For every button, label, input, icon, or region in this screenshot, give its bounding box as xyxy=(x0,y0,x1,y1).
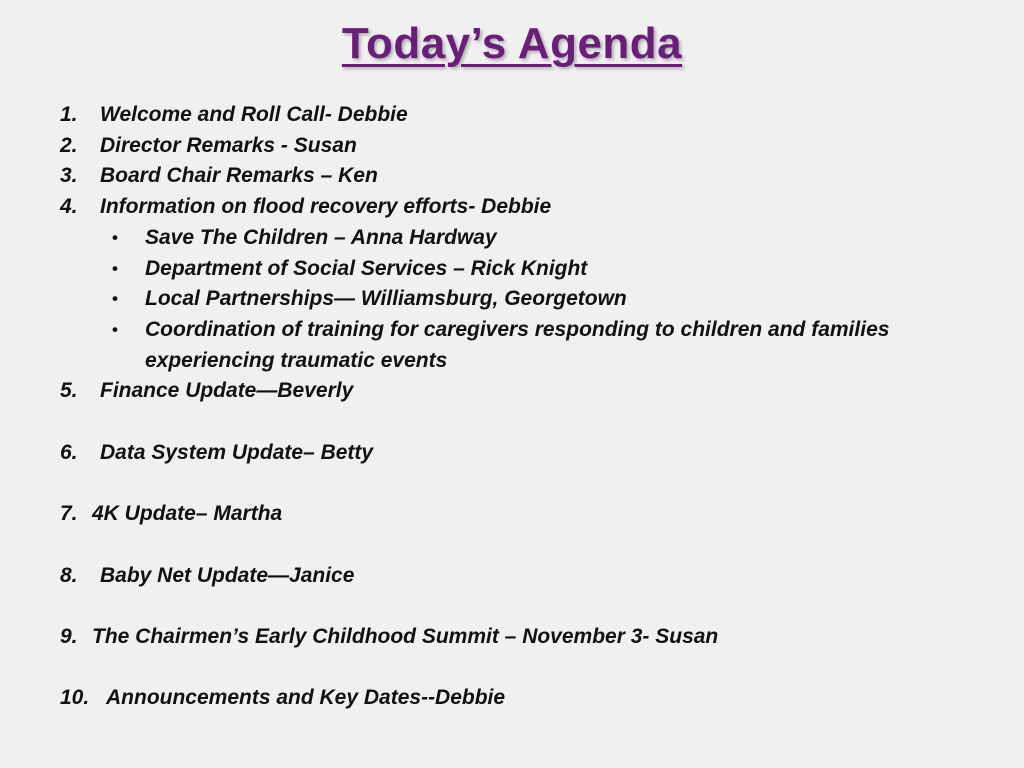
agenda-item xyxy=(60,131,980,162)
agenda-sub-item xyxy=(60,254,980,285)
agenda-list xyxy=(60,100,980,714)
sub-item-text: Department of Social Services – Rick Knight xyxy=(145,256,588,280)
item-text: 4K Update– Martha xyxy=(92,502,283,526)
agenda-sub-item xyxy=(60,284,980,315)
agenda-item xyxy=(60,376,980,407)
item-number: 7. xyxy=(60,502,78,526)
item-number: 8. xyxy=(60,563,78,587)
spacer xyxy=(60,407,980,438)
item-number: 4. xyxy=(60,195,78,219)
bullet-icon: • xyxy=(112,289,118,309)
item-text: Data System Update– Betty xyxy=(100,440,374,464)
item-text: Board Chair Remarks – Ken xyxy=(100,164,378,188)
bullet-icon: • xyxy=(112,258,118,278)
item-number: 6. xyxy=(60,440,78,464)
agenda-item xyxy=(60,622,980,653)
agenda-sub-item xyxy=(60,315,945,376)
item-number: 1. xyxy=(60,103,78,126)
agenda-item xyxy=(60,100,980,131)
item-number: 10. xyxy=(60,686,90,710)
sub-item-text: Coordination of training for caregivers responding to children and families experiencing traumatic events xyxy=(145,317,890,372)
item-text: Director Remarks - Susan xyxy=(100,133,357,157)
item-number: 9. xyxy=(60,624,78,648)
agenda-item xyxy=(60,499,980,530)
sub-item-text: Local Partnerships— Williamsburg, Georgetown xyxy=(145,287,627,311)
bullet-icon: • xyxy=(112,227,118,247)
page-title-text: Today’s Agenda xyxy=(341,19,683,68)
spacer xyxy=(60,468,980,499)
spacer xyxy=(60,530,980,561)
bullet-icon: • xyxy=(112,319,118,339)
item-text: Finance Update—Beverly xyxy=(100,379,354,403)
item-text: Announcements and Key Dates--Debbie xyxy=(106,686,506,710)
item-text: Information on flood recovery efforts- Debbie xyxy=(100,195,552,219)
agenda-sub-item xyxy=(60,223,980,254)
agenda-item xyxy=(60,438,980,469)
spacer xyxy=(60,653,980,684)
item-text: Welcome and Roll Call- Debbie xyxy=(100,103,408,126)
page-title xyxy=(0,16,1024,72)
item-number: 5. xyxy=(60,379,78,403)
sub-item-text: Save The Children – Anna Hardway xyxy=(145,225,497,249)
agenda-item xyxy=(60,561,980,592)
item-number: 3. xyxy=(60,164,78,188)
item-number: 2. xyxy=(60,133,78,157)
item-text: Baby Net Update—Janice xyxy=(100,563,355,587)
agenda-item xyxy=(60,161,980,192)
item-text: The Chairmen’s Early Childhood Summit – November 3- Susan xyxy=(92,624,719,648)
agenda-item xyxy=(60,683,980,714)
agenda-item xyxy=(60,192,980,223)
spacer xyxy=(60,591,980,622)
